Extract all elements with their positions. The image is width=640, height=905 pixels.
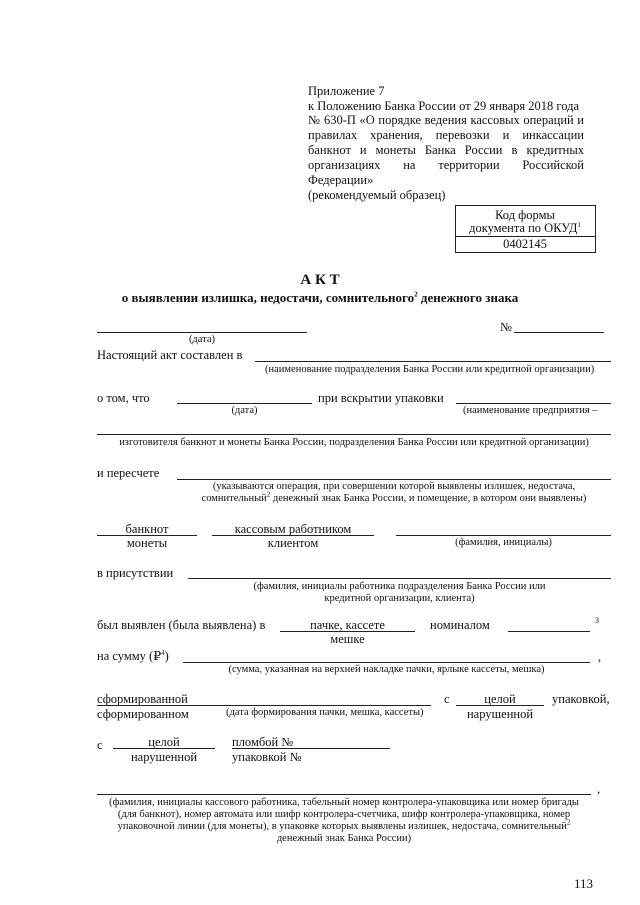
bottom-caption-3: упаковочной линии (для монеты), в упаковке которых выявлены излишек, недостача, сомнительный$^2$: [117, 818, 571, 832]
banknote-option: банкнот: [125, 522, 169, 536]
appendix-title: Приложение 7: [308, 84, 385, 98]
found-label: был выявлен (была выявлена) в: [97, 618, 266, 632]
bottom-line: [97, 794, 591, 795]
form-code-label-2: документа по ОКУД$^1$: [469, 220, 581, 235]
denomination-label: номиналом: [430, 618, 490, 632]
sample-note: (рекомендуемый образец): [308, 188, 446, 202]
appendix-line: к Положению Банка России от 29 января 2018 года: [308, 99, 580, 113]
name-line: [396, 535, 611, 536]
act-title: А К Т: [300, 272, 340, 288]
number-sign: №: [500, 320, 512, 334]
intact-line: [456, 705, 544, 706]
sum-line: [183, 662, 590, 663]
recount-label: и пересчете: [97, 466, 160, 480]
bottom-caption-1: (фамилия, инициалы кассового работника, табельный номер контролера-упаковщика или номер бригады: [109, 797, 579, 808]
with-label-2: с: [97, 738, 103, 752]
broken-option: нарушенной: [466, 707, 534, 721]
coins-option: монеты: [126, 536, 168, 550]
intact-option-2: целой: [148, 735, 180, 749]
name-caption: (фамилия, инициалы): [455, 537, 552, 548]
sum-label: на сумму (₽$^4$): [97, 648, 169, 663]
packaging-number-label: упаковкой №: [232, 750, 302, 764]
formation-caption: (дата формирования пачки, мешка, кассеты): [226, 707, 424, 718]
about-label: о том, что: [97, 391, 150, 405]
act-compiled-label: Настоящий акт составлен в: [97, 348, 243, 362]
footnote-3: 3: [595, 616, 599, 625]
okud-code: 0402145: [503, 237, 547, 251]
manufacturer-caption: изготовителя банкнот и монеты Банка России, подразделения Банка России или кредитной организации): [119, 437, 589, 448]
form-code-label-1: Код формы: [495, 208, 555, 222]
sum-comma: ,: [598, 650, 602, 664]
client-option: клиентом: [267, 536, 319, 550]
denomination-line: [508, 631, 590, 632]
opening-label: при вскрытии упаковки: [318, 391, 444, 405]
intact-option: целой: [484, 692, 516, 706]
bottom-caption-4: денежный знак Банка России): [276, 833, 412, 844]
appendix-justified-2: правилах хранения, перевозки и инкассации: [308, 128, 584, 142]
bottom-comma: ,: [597, 782, 601, 796]
enterprise-caption: (наименование предприятия –: [463, 405, 598, 416]
formation-line: [97, 705, 431, 706]
presence-line: [188, 578, 611, 579]
packaging-label: упаковкой,: [552, 692, 610, 706]
intact-line-2: [113, 748, 215, 749]
bag-option: мешке: [330, 632, 365, 646]
formed-feminine: сформированной: [97, 692, 188, 706]
formed-masculine: сформированном: [97, 707, 189, 721]
division-caption: (наименование подразделения Банка России или кредитной организации): [265, 364, 595, 375]
cashier-option: кассовым работником: [234, 522, 352, 536]
appendix-last-line: Федерации»: [308, 173, 374, 187]
sum-caption: (сумма, указанная на верхней накладке пачки, ярлыке кассеты, мешка): [228, 664, 545, 675]
number-line: [514, 332, 604, 333]
about-date-line: [177, 403, 312, 404]
presence-label: в присутствии: [97, 566, 174, 580]
pack-cassette-option: пачке, кассете: [310, 618, 385, 632]
broken-option-2: нарушенной: [130, 750, 198, 764]
enterprise-line: [456, 403, 611, 404]
seal-label: пломбой №: [232, 735, 294, 749]
appendix-justified-4: организациях на территории Российской: [308, 158, 584, 172]
date-line: [97, 332, 307, 333]
about-date-caption: (дата): [231, 405, 258, 416]
page-number: 113: [574, 876, 594, 891]
presence-caption-1: (фамилия, инициалы работника подразделения Банка России или: [253, 581, 546, 592]
division-line: [255, 361, 611, 362]
date-caption: (дата): [188, 334, 216, 345]
appendix-justified-3: банкнот и монеты Банка России в кредитных: [308, 143, 584, 157]
operation-caption-2: сомнительный$^2$ денежный знак Банка России, и помещение, в котором они выявлены): [201, 490, 587, 504]
operation-caption-1: (указываются операция, при совершении которой выявлены излишек, недостача,: [212, 481, 576, 492]
appendix-justified-1: № 630-П «О порядке ведения кассовых операций и: [308, 113, 584, 127]
manufacturer-line: [97, 434, 611, 435]
presence-caption-2: кредитной организации, клиента): [324, 593, 475, 604]
seal-line: [232, 748, 390, 749]
with-label-1: с: [444, 692, 450, 706]
operation-line: [177, 479, 611, 480]
act-subtitle: о выявлении излишка, недостачи, сомнительного$^2$ денежного знака: [121, 290, 519, 305]
bottom-caption-2: (для банкнот), номер автомата или шифр контролера-счетчика, шифр контролера-упаковщика, номер: [117, 809, 571, 820]
